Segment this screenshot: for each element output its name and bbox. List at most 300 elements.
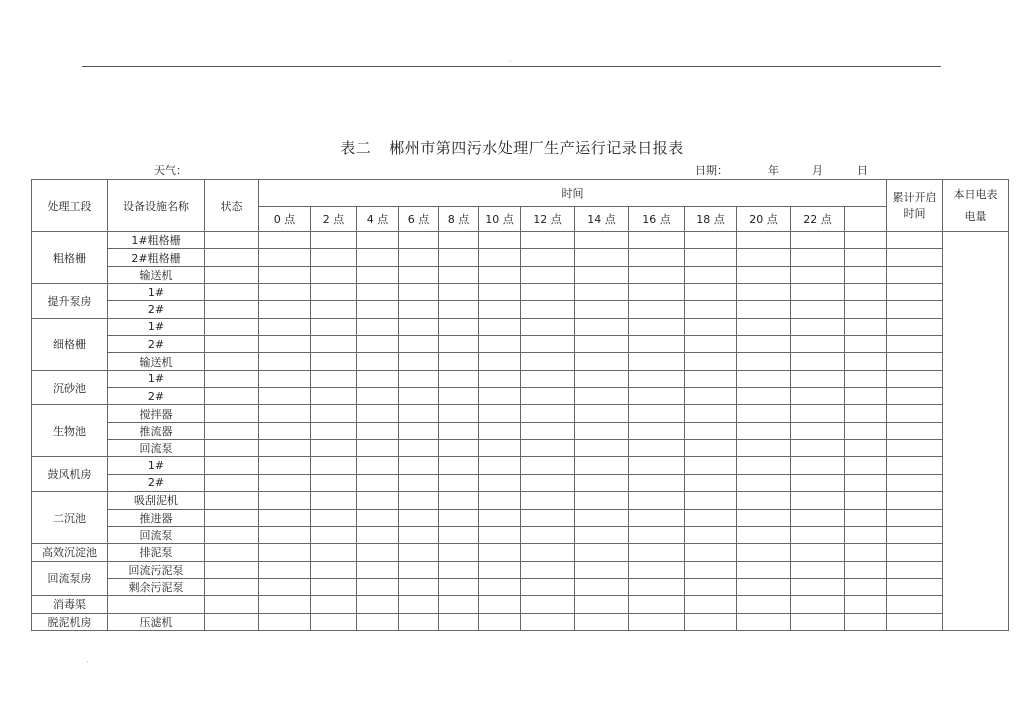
time-cell[interactable]: [311, 370, 357, 387]
time-cell[interactable]: [259, 405, 311, 422]
time-cell[interactable]: [439, 492, 479, 509]
time-cell[interactable]: [685, 318, 737, 335]
time-cell[interactable]: [737, 561, 791, 578]
time-cell[interactable]: [439, 370, 479, 387]
status-cell[interactable]: [205, 266, 259, 283]
time-cell[interactable]: [311, 336, 357, 353]
time-cell[interactable]: [737, 370, 791, 387]
cumulative-cell[interactable]: [887, 266, 943, 283]
time-cell[interactable]: [357, 301, 399, 318]
time-cell[interactable]: [479, 544, 521, 561]
time-cell[interactable]: [791, 492, 845, 509]
time-cell[interactable]: [357, 613, 399, 630]
time-cell[interactable]: [845, 370, 887, 387]
time-cell[interactable]: [357, 544, 399, 561]
time-cell[interactable]: [357, 249, 399, 266]
time-cell[interactable]: [399, 301, 439, 318]
time-cell[interactable]: [737, 596, 791, 613]
time-cell[interactable]: [479, 492, 521, 509]
time-cell[interactable]: [479, 301, 521, 318]
time-cell[interactable]: [737, 492, 791, 509]
time-cell[interactable]: [629, 353, 685, 370]
time-cell[interactable]: [737, 422, 791, 439]
time-cell[interactable]: [791, 266, 845, 283]
time-cell[interactable]: [521, 405, 575, 422]
time-cell[interactable]: [791, 474, 845, 491]
time-cell[interactable]: [399, 457, 439, 474]
time-cell[interactable]: [479, 526, 521, 543]
time-cell[interactable]: [629, 509, 685, 526]
time-cell[interactable]: [439, 232, 479, 249]
time-cell[interactable]: [521, 526, 575, 543]
time-cell[interactable]: [311, 266, 357, 283]
time-cell[interactable]: [399, 388, 439, 405]
time-cell[interactable]: [439, 509, 479, 526]
time-cell[interactable]: [685, 474, 737, 491]
time-cell[interactable]: [845, 284, 887, 301]
time-cell[interactable]: [479, 596, 521, 613]
time-cell[interactable]: [521, 474, 575, 491]
time-cell[interactable]: [575, 301, 629, 318]
time-cell[interactable]: [845, 422, 887, 439]
cumulative-cell[interactable]: [887, 526, 943, 543]
time-cell[interactable]: [791, 301, 845, 318]
time-cell[interactable]: [357, 596, 399, 613]
status-cell[interactable]: [205, 370, 259, 387]
time-cell[interactable]: [259, 509, 311, 526]
time-cell[interactable]: [439, 440, 479, 457]
time-cell[interactable]: [685, 561, 737, 578]
time-cell[interactable]: [399, 405, 439, 422]
time-cell[interactable]: [629, 492, 685, 509]
time-cell[interactable]: [575, 249, 629, 266]
time-cell[interactable]: [737, 232, 791, 249]
time-cell[interactable]: [575, 232, 629, 249]
time-cell[interactable]: [575, 405, 629, 422]
time-cell[interactable]: [791, 596, 845, 613]
time-cell[interactable]: [521, 440, 575, 457]
time-cell[interactable]: [845, 388, 887, 405]
time-cell[interactable]: [521, 370, 575, 387]
time-cell[interactable]: [357, 388, 399, 405]
status-cell[interactable]: [205, 509, 259, 526]
time-cell[interactable]: [357, 405, 399, 422]
time-cell[interactable]: [311, 284, 357, 301]
time-cell[interactable]: [737, 249, 791, 266]
time-cell[interactable]: [791, 388, 845, 405]
time-cell[interactable]: [575, 509, 629, 526]
time-cell[interactable]: [259, 544, 311, 561]
status-cell[interactable]: [205, 284, 259, 301]
status-cell[interactable]: [205, 405, 259, 422]
time-cell[interactable]: [311, 249, 357, 266]
time-cell[interactable]: [357, 266, 399, 283]
time-cell[interactable]: [311, 509, 357, 526]
time-cell[interactable]: [479, 561, 521, 578]
time-cell[interactable]: [845, 232, 887, 249]
status-cell[interactable]: [205, 301, 259, 318]
time-cell[interactable]: [479, 457, 521, 474]
time-cell[interactable]: [685, 284, 737, 301]
time-cell[interactable]: [439, 301, 479, 318]
time-cell[interactable]: [259, 336, 311, 353]
time-cell[interactable]: [259, 457, 311, 474]
time-cell[interactable]: [685, 266, 737, 283]
time-cell[interactable]: [311, 474, 357, 491]
time-cell[interactable]: [399, 492, 439, 509]
time-cell[interactable]: [311, 578, 357, 595]
time-cell[interactable]: [357, 422, 399, 439]
cumulative-cell[interactable]: [887, 249, 943, 266]
time-cell[interactable]: [311, 544, 357, 561]
time-cell[interactable]: [521, 509, 575, 526]
time-cell[interactable]: [439, 526, 479, 543]
cumulative-cell[interactable]: [887, 405, 943, 422]
time-cell[interactable]: [259, 301, 311, 318]
time-cell[interactable]: [399, 422, 439, 439]
time-cell[interactable]: [737, 474, 791, 491]
time-cell[interactable]: [791, 440, 845, 457]
time-cell[interactable]: [357, 232, 399, 249]
time-cell[interactable]: [399, 474, 439, 491]
time-cell[interactable]: [521, 232, 575, 249]
cumulative-cell[interactable]: [887, 301, 943, 318]
time-cell[interactable]: [521, 561, 575, 578]
time-cell[interactable]: [479, 474, 521, 491]
time-cell[interactable]: [845, 318, 887, 335]
time-cell[interactable]: [521, 492, 575, 509]
status-cell[interactable]: [205, 613, 259, 630]
time-cell[interactable]: [439, 284, 479, 301]
time-cell[interactable]: [845, 336, 887, 353]
time-cell[interactable]: [737, 284, 791, 301]
time-cell[interactable]: [685, 249, 737, 266]
time-cell[interactable]: [575, 578, 629, 595]
time-cell[interactable]: [685, 544, 737, 561]
time-cell[interactable]: [845, 509, 887, 526]
time-cell[interactable]: [575, 492, 629, 509]
time-cell[interactable]: [685, 457, 737, 474]
time-cell[interactable]: [791, 526, 845, 543]
time-cell[interactable]: [791, 509, 845, 526]
time-cell[interactable]: [685, 526, 737, 543]
time-cell[interactable]: [685, 613, 737, 630]
time-cell[interactable]: [575, 353, 629, 370]
time-cell[interactable]: [439, 388, 479, 405]
time-cell[interactable]: [479, 249, 521, 266]
time-cell[interactable]: [791, 613, 845, 630]
time-cell[interactable]: [439, 405, 479, 422]
time-cell[interactable]: [479, 405, 521, 422]
time-cell[interactable]: [311, 492, 357, 509]
time-cell[interactable]: [479, 613, 521, 630]
cumulative-cell[interactable]: [887, 336, 943, 353]
cumulative-cell[interactable]: [887, 492, 943, 509]
time-cell[interactable]: [575, 613, 629, 630]
time-cell[interactable]: [259, 422, 311, 439]
status-cell[interactable]: [205, 440, 259, 457]
time-cell[interactable]: [479, 353, 521, 370]
time-cell[interactable]: [311, 353, 357, 370]
status-cell[interactable]: [205, 474, 259, 491]
status-cell[interactable]: [205, 422, 259, 439]
time-cell[interactable]: [791, 561, 845, 578]
time-cell[interactable]: [399, 613, 439, 630]
time-cell[interactable]: [575, 388, 629, 405]
time-cell[interactable]: [439, 578, 479, 595]
time-cell[interactable]: [685, 509, 737, 526]
time-cell[interactable]: [479, 578, 521, 595]
time-cell[interactable]: [791, 353, 845, 370]
time-cell[interactable]: [791, 232, 845, 249]
time-cell[interactable]: [629, 266, 685, 283]
time-cell[interactable]: [521, 336, 575, 353]
time-cell[interactable]: [311, 318, 357, 335]
status-cell[interactable]: [205, 596, 259, 613]
time-cell[interactable]: [479, 509, 521, 526]
time-cell[interactable]: [737, 318, 791, 335]
time-cell[interactable]: [439, 613, 479, 630]
time-cell[interactable]: [629, 284, 685, 301]
time-cell[interactable]: [737, 578, 791, 595]
time-cell[interactable]: [685, 405, 737, 422]
time-cell[interactable]: [399, 440, 439, 457]
cumulative-cell[interactable]: [887, 509, 943, 526]
time-cell[interactable]: [479, 266, 521, 283]
time-cell[interactable]: [791, 336, 845, 353]
time-cell[interactable]: [685, 578, 737, 595]
status-cell[interactable]: [205, 232, 259, 249]
time-cell[interactable]: [521, 284, 575, 301]
time-cell[interactable]: [629, 561, 685, 578]
time-cell[interactable]: [399, 318, 439, 335]
time-cell[interactable]: [311, 301, 357, 318]
time-cell[interactable]: [311, 422, 357, 439]
time-cell[interactable]: [575, 336, 629, 353]
time-cell[interactable]: [685, 440, 737, 457]
time-cell[interactable]: [259, 249, 311, 266]
time-cell[interactable]: [521, 544, 575, 561]
time-cell[interactable]: [685, 492, 737, 509]
time-cell[interactable]: [259, 232, 311, 249]
time-cell[interactable]: [479, 318, 521, 335]
time-cell[interactable]: [311, 388, 357, 405]
time-cell[interactable]: [629, 526, 685, 543]
time-cell[interactable]: [845, 596, 887, 613]
time-cell[interactable]: [521, 578, 575, 595]
time-cell[interactable]: [311, 457, 357, 474]
time-cell[interactable]: [399, 578, 439, 595]
time-cell[interactable]: [259, 370, 311, 387]
time-cell[interactable]: [737, 301, 791, 318]
time-cell[interactable]: [575, 544, 629, 561]
time-cell[interactable]: [737, 353, 791, 370]
cumulative-cell[interactable]: [887, 561, 943, 578]
time-cell[interactable]: [685, 232, 737, 249]
time-cell[interactable]: [311, 232, 357, 249]
status-cell[interactable]: [205, 544, 259, 561]
time-cell[interactable]: [629, 613, 685, 630]
time-cell[interactable]: [737, 526, 791, 543]
time-cell[interactable]: [791, 370, 845, 387]
cumulative-cell[interactable]: [887, 474, 943, 491]
time-cell[interactable]: [629, 405, 685, 422]
time-cell[interactable]: [521, 422, 575, 439]
time-cell[interactable]: [399, 336, 439, 353]
time-cell[interactable]: [399, 232, 439, 249]
time-cell[interactable]: [845, 249, 887, 266]
status-cell[interactable]: [205, 336, 259, 353]
status-cell[interactable]: [205, 457, 259, 474]
time-cell[interactable]: [845, 492, 887, 509]
time-cell[interactable]: [629, 301, 685, 318]
time-cell[interactable]: [845, 266, 887, 283]
time-cell[interactable]: [259, 526, 311, 543]
time-cell[interactable]: [845, 613, 887, 630]
time-cell[interactable]: [521, 266, 575, 283]
status-cell[interactable]: [205, 388, 259, 405]
time-cell[interactable]: [845, 301, 887, 318]
time-cell[interactable]: [575, 561, 629, 578]
time-cell[interactable]: [845, 353, 887, 370]
time-cell[interactable]: [521, 353, 575, 370]
status-cell[interactable]: [205, 526, 259, 543]
time-cell[interactable]: [357, 474, 399, 491]
time-cell[interactable]: [311, 613, 357, 630]
cumulative-cell[interactable]: [887, 232, 943, 249]
time-cell[interactable]: [259, 318, 311, 335]
time-cell[interactable]: [479, 440, 521, 457]
time-cell[interactable]: [845, 457, 887, 474]
time-cell[interactable]: [685, 370, 737, 387]
meter-cell[interactable]: [943, 232, 1009, 631]
time-cell[interactable]: [357, 509, 399, 526]
time-cell[interactable]: [737, 388, 791, 405]
time-cell[interactable]: [259, 561, 311, 578]
cumulative-cell[interactable]: [887, 578, 943, 595]
time-cell[interactable]: [399, 266, 439, 283]
time-cell[interactable]: [845, 474, 887, 491]
time-cell[interactable]: [259, 388, 311, 405]
time-cell[interactable]: [399, 596, 439, 613]
time-cell[interactable]: [259, 474, 311, 491]
time-cell[interactable]: [575, 370, 629, 387]
time-cell[interactable]: [259, 440, 311, 457]
time-cell[interactable]: [439, 596, 479, 613]
time-cell[interactable]: [399, 544, 439, 561]
time-cell[interactable]: [357, 526, 399, 543]
cumulative-cell[interactable]: [887, 370, 943, 387]
time-cell[interactable]: [439, 457, 479, 474]
time-cell[interactable]: [259, 266, 311, 283]
time-cell[interactable]: [685, 422, 737, 439]
time-cell[interactable]: [399, 284, 439, 301]
time-cell[interactable]: [259, 492, 311, 509]
time-cell[interactable]: [791, 544, 845, 561]
cumulative-cell[interactable]: [887, 440, 943, 457]
time-cell[interactable]: [311, 405, 357, 422]
status-cell[interactable]: [205, 318, 259, 335]
time-cell[interactable]: [521, 613, 575, 630]
cumulative-cell[interactable]: [887, 544, 943, 561]
time-cell[interactable]: [357, 353, 399, 370]
time-cell[interactable]: [737, 457, 791, 474]
time-cell[interactable]: [629, 578, 685, 595]
time-cell[interactable]: [737, 613, 791, 630]
time-cell[interactable]: [629, 596, 685, 613]
time-cell[interactable]: [845, 544, 887, 561]
cumulative-cell[interactable]: [887, 422, 943, 439]
time-cell[interactable]: [629, 370, 685, 387]
cumulative-cell[interactable]: [887, 388, 943, 405]
time-cell[interactable]: [629, 249, 685, 266]
time-cell[interactable]: [575, 422, 629, 439]
time-cell[interactable]: [521, 457, 575, 474]
time-cell[interactable]: [439, 544, 479, 561]
time-cell[interactable]: [479, 370, 521, 387]
time-cell[interactable]: [791, 422, 845, 439]
time-cell[interactable]: [439, 561, 479, 578]
time-cell[interactable]: [737, 440, 791, 457]
time-cell[interactable]: [685, 301, 737, 318]
time-cell[interactable]: [357, 561, 399, 578]
time-cell[interactable]: [791, 405, 845, 422]
time-cell[interactable]: [521, 318, 575, 335]
time-cell[interactable]: [399, 370, 439, 387]
time-cell[interactable]: [439, 249, 479, 266]
time-cell[interactable]: [479, 336, 521, 353]
time-cell[interactable]: [479, 284, 521, 301]
time-cell[interactable]: [575, 284, 629, 301]
time-cell[interactable]: [629, 474, 685, 491]
cumulative-cell[interactable]: [887, 457, 943, 474]
time-cell[interactable]: [521, 301, 575, 318]
time-cell[interactable]: [399, 249, 439, 266]
time-cell[interactable]: [521, 388, 575, 405]
time-cell[interactable]: [685, 336, 737, 353]
time-cell[interactable]: [259, 596, 311, 613]
time-cell[interactable]: [737, 405, 791, 422]
time-cell[interactable]: [399, 509, 439, 526]
cumulative-cell[interactable]: [887, 318, 943, 335]
time-cell[interactable]: [629, 388, 685, 405]
time-cell[interactable]: [737, 266, 791, 283]
time-cell[interactable]: [439, 422, 479, 439]
time-cell[interactable]: [357, 370, 399, 387]
time-cell[interactable]: [439, 353, 479, 370]
time-cell[interactable]: [791, 284, 845, 301]
time-cell[interactable]: [685, 388, 737, 405]
time-cell[interactable]: [439, 318, 479, 335]
time-cell[interactable]: [791, 578, 845, 595]
status-cell[interactable]: [205, 561, 259, 578]
time-cell[interactable]: [479, 232, 521, 249]
time-cell[interactable]: [479, 422, 521, 439]
time-cell[interactable]: [311, 526, 357, 543]
time-cell[interactable]: [479, 388, 521, 405]
time-cell[interactable]: [629, 457, 685, 474]
time-cell[interactable]: [575, 474, 629, 491]
time-cell[interactable]: [845, 526, 887, 543]
time-cell[interactable]: [399, 526, 439, 543]
time-cell[interactable]: [575, 318, 629, 335]
time-cell[interactable]: [791, 457, 845, 474]
cumulative-cell[interactable]: [887, 284, 943, 301]
time-cell[interactable]: [629, 440, 685, 457]
time-cell[interactable]: [521, 249, 575, 266]
time-cell[interactable]: [399, 353, 439, 370]
time-cell[interactable]: [357, 457, 399, 474]
